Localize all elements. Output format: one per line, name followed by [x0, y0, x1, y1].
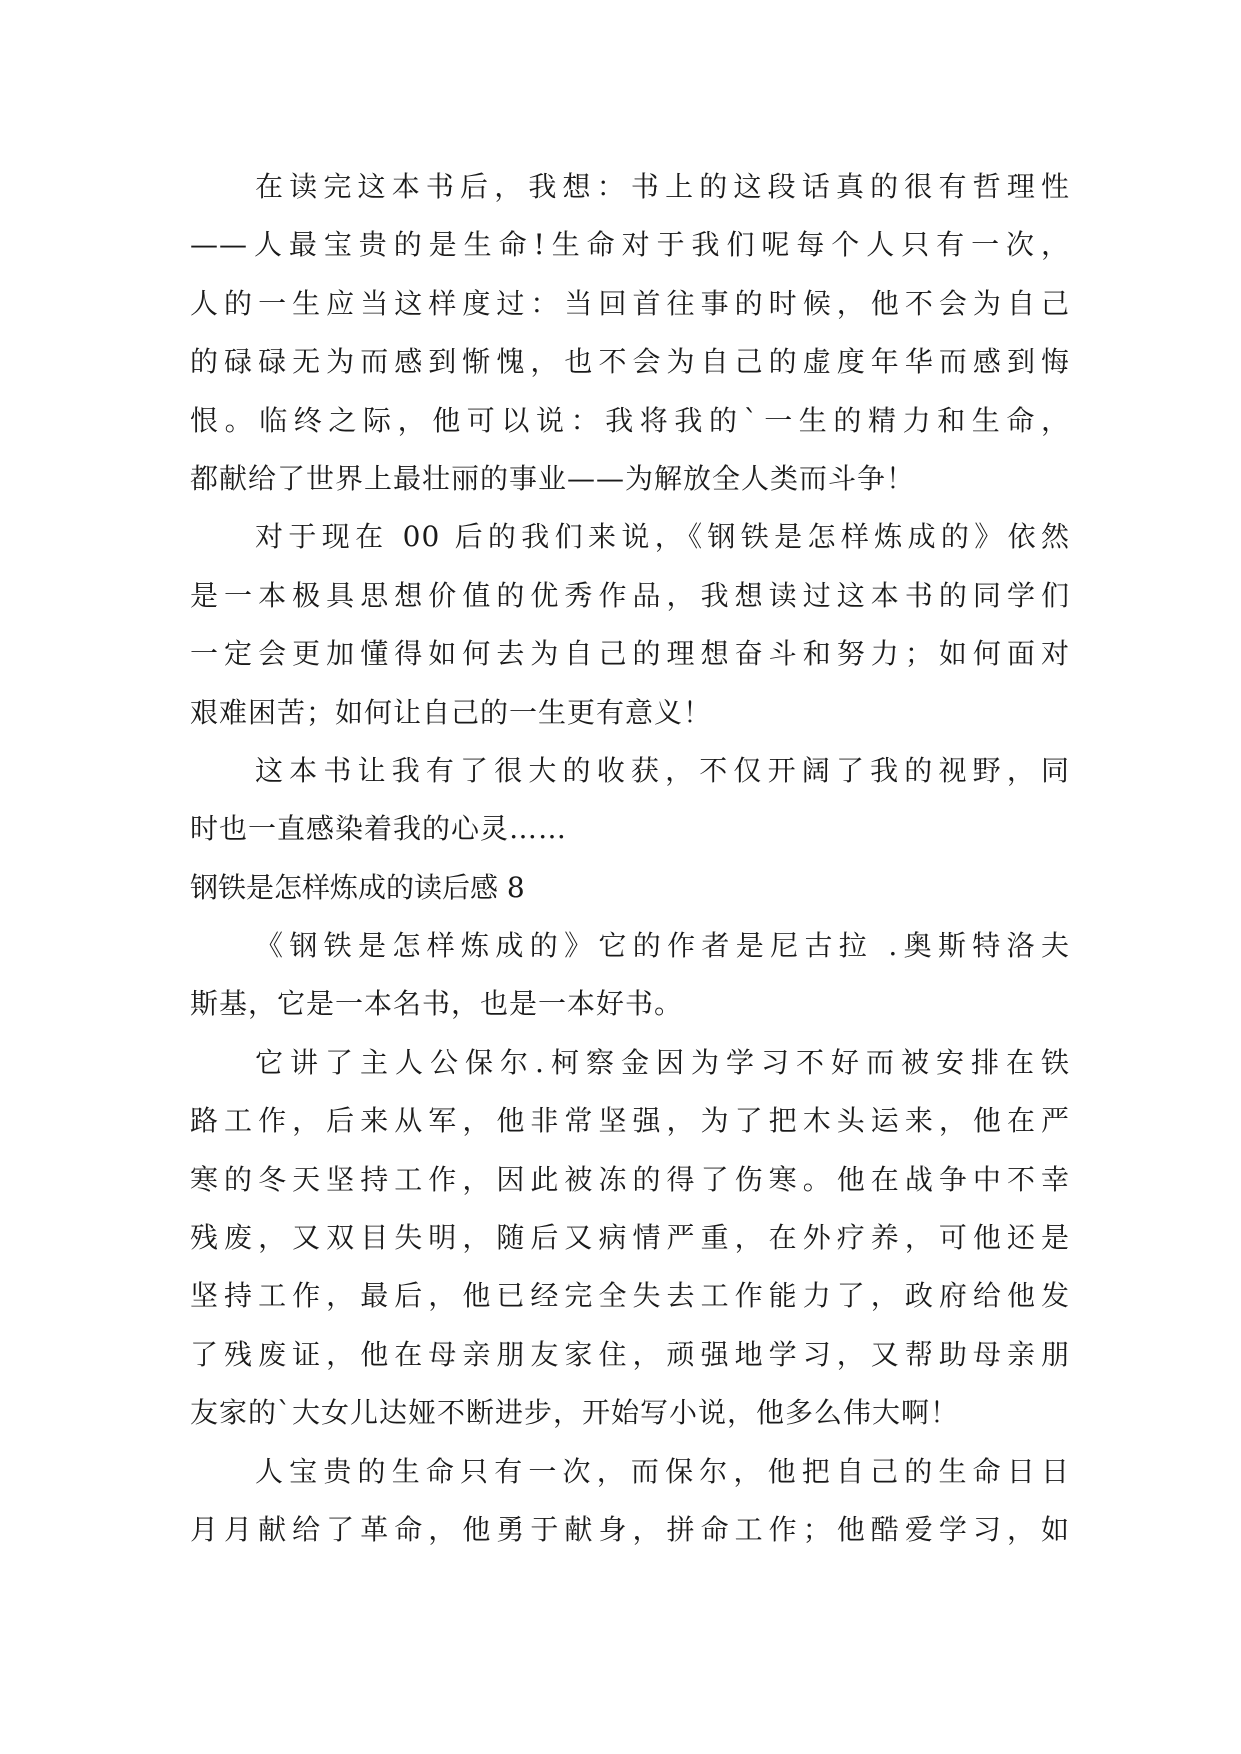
text-line: 友家的`大女儿达娅不断进步，开始写小说，他多么伟大啊！: [190, 1396, 960, 1430]
text-line: 人的一生应当这样度过：当回首往事的时候，他不会为自己: [190, 286, 1070, 320]
text-line: 艰难困苦；如何让自己的一生更有意义！: [190, 695, 713, 729]
text-line: 这本书让我有了很大的收获，不仅开阔了我的视野，同: [255, 753, 1070, 787]
text-line: 《钢铁是怎样炼成的》它的作者是尼古拉 .奥斯特洛夫: [255, 929, 1070, 963]
section-heading: 钢铁是怎样炼成的读后感 8: [190, 870, 525, 904]
text-line: 斯基，它是一本名书，也是一本好书。: [190, 987, 684, 1021]
text-line: 时也一直感染着我的心灵……: [190, 812, 568, 846]
text-line: 在读完这本书后，我想：书上的这段话真的很有哲理性: [255, 170, 1070, 203]
paragraph-6: [190, 1443, 1070, 1560]
text-line: 路工作，后来从军，他非常坚强，为了把木头运来，他在严: [190, 1104, 1070, 1138]
text-line: 了残废证，他在母亲朋友家住，顽强地学习，又帮助母亲朋: [190, 1337, 1070, 1371]
text-line: 对于现在 00 后的我们来说，《钢铁是怎样炼成的》依然: [255, 520, 1070, 554]
text-line: 的碌碌无为而感到惭愧，也不会为自己的虚度年华而感到悔: [190, 345, 1070, 379]
paragraph-5: [190, 1034, 1070, 1443]
text-line: 都献给了世界上最壮丽的事业——为解放全人类而斗争！: [190, 461, 916, 495]
text-line: 坚持工作，最后，他已经完全失去工作能力了，政府给他发: [190, 1279, 1070, 1313]
text-line: 是一本极具思想价值的优秀作品，我想读过这本书的同学们: [190, 578, 1070, 612]
text-line: 寒的冬天坚持工作，因此被冻的得了伤寒。他在战争中不幸: [190, 1162, 1070, 1196]
text-line: ——人最宝贵的是生命!生命对于我们呢每个人只有一次，: [190, 228, 1070, 262]
paragraph-4: [190, 917, 1070, 1034]
text-line: 残废，又双目失明，随后又病情严重，在外疗养，可他还是: [190, 1221, 1070, 1255]
text-line: 一定会更加懂得如何去为自己的理想奋斗和努力；如何面对: [190, 637, 1070, 671]
paragraph-2: [190, 508, 1070, 742]
text-line: 人宝贵的生命只有一次，而保尔，他把自己的生命日日: [255, 1454, 1070, 1488]
text-line: 恨。临终之际，他可以说：我将我的`一生的精力和生命，: [190, 403, 1070, 437]
paragraph-3: [190, 742, 1070, 859]
text-line: 月月献给了革命，他勇于献身，拼命工作；他酷爱学习，如: [190, 1512, 1070, 1546]
paragraph-1: [190, 158, 1070, 508]
text-line: 它讲了主人公保尔.柯察金因为学习不好而被安排在铁: [255, 1045, 1070, 1079]
document-body: [190, 158, 1070, 1559]
